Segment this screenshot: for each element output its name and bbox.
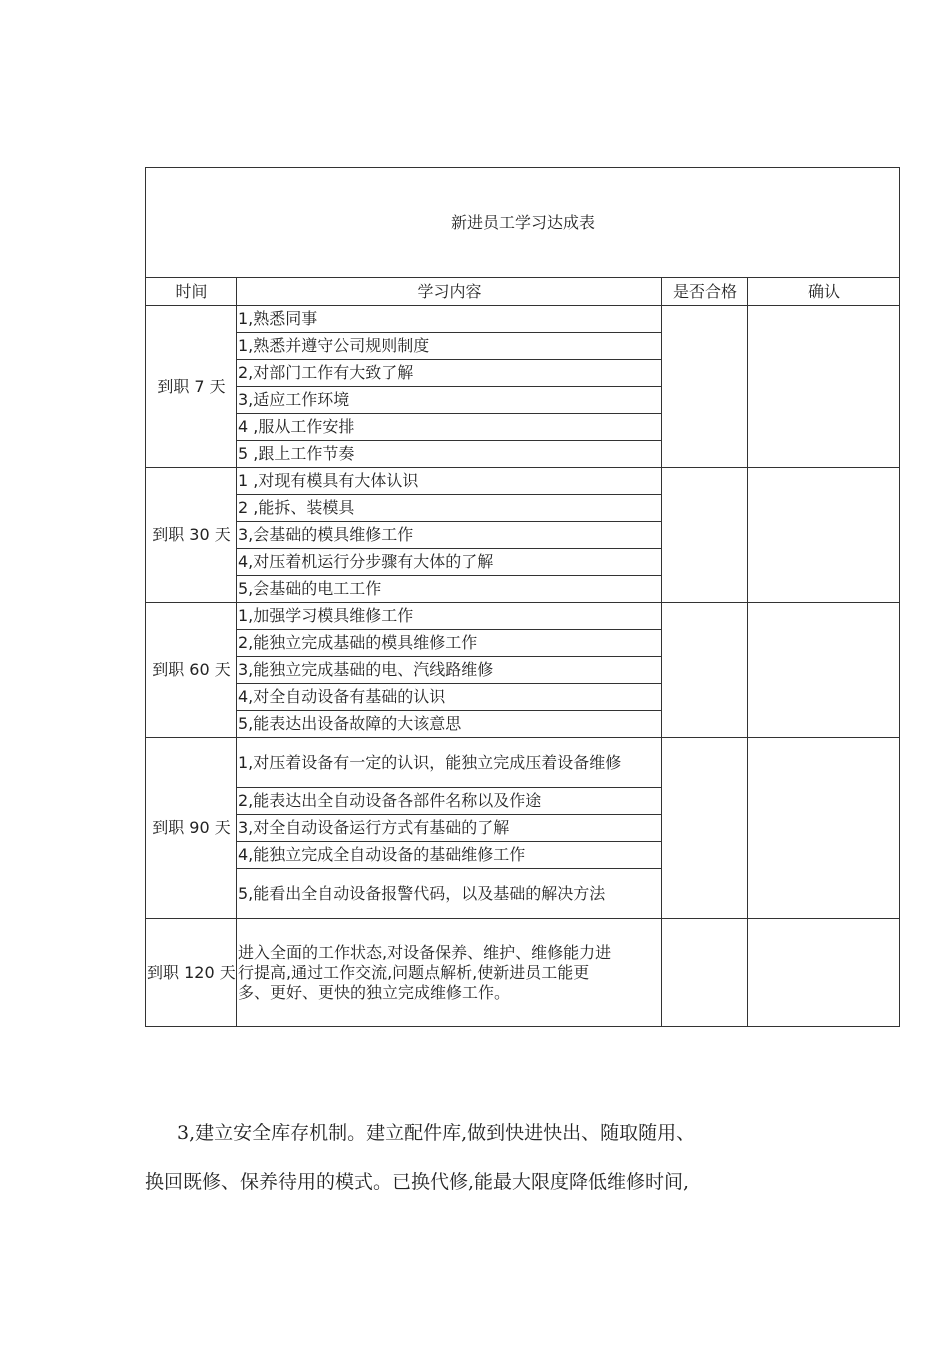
learning-item: 4 ,服从工作安排 (237, 414, 662, 441)
header-confirm: 确认 (748, 278, 900, 306)
learning-item: 5 ,跟上工作节奏 (237, 441, 662, 468)
table-title: 新进员工学习达成表 (146, 168, 900, 278)
learning-item: 4,对压着机运行分步骤有大体的了解 (237, 549, 662, 576)
learning-item: 1,熟悉并遵守公司规则制度 (237, 333, 662, 360)
confirm-cell[interactable] (748, 919, 900, 1027)
confirm-cell[interactable] (748, 738, 900, 919)
confirm-cell[interactable] (748, 603, 900, 738)
learning-item: 3,会基础的模具维修工作 (237, 522, 662, 549)
period-60-days: 到职 60 天 (146, 603, 237, 738)
learning-item: 3,能独立完成基础的电、汽线路维修 (237, 657, 662, 684)
period-90-days: 到职 90 天 (146, 738, 237, 919)
body-paragraph-line-1: 3,建立安全库存机制。建立配件库,做到快进快出、随取随用、 (177, 1122, 696, 1144)
learning-item: 4,能独立完成全自动设备的基础维修工作 (237, 842, 662, 869)
period-120-days: 到职 120 天 (146, 919, 237, 1027)
pass-cell[interactable] (662, 738, 748, 919)
learning-item: 4,对全自动设备有基础的认识 (237, 684, 662, 711)
confirm-cell[interactable] (748, 468, 900, 603)
learning-item: 5,会基础的电工工作 (237, 576, 662, 603)
pass-cell[interactable] (662, 603, 748, 738)
learning-item: 5,能表达出设备故障的大该意思 (237, 711, 662, 738)
learning-item: 2 ,能拆、装模具 (237, 495, 662, 522)
learning-item: 1,对压着设备有一定的认识，能独立完成压着设备维修 (237, 738, 662, 788)
learning-item: 1,熟悉同事 (237, 306, 662, 333)
learning-item: 1,加强学习模具维修工作 (237, 603, 662, 630)
pass-cell[interactable] (662, 468, 748, 603)
period-30-days: 到职 30 天 (146, 468, 237, 603)
learning-description: 进入全面的工作状态,对设备保养、维护、维修能力进行提高,通过工作交流,问题点解析,使新进员工能更多、更好、更快的独立完成维修工作。 (237, 919, 662, 1027)
period-7-days: 到职 7 天 (146, 306, 237, 468)
learning-item: 3,对全自动设备运行方式有基础的了解 (237, 815, 662, 842)
learning-item: 5,能看出全自动设备报警代码，以及基础的解决方法 (237, 869, 662, 919)
learning-item: 2,能表达出全自动设备各部件名称以及作途 (237, 788, 662, 815)
body-paragraph-line-2: 换回既修、保养待用的模式。已换代修,能最大限度降低维修时间, (145, 1171, 690, 1193)
header-time: 时间 (146, 278, 237, 306)
header-content: 学习内容 (237, 278, 662, 306)
learning-item: 3,适应工作环境 (237, 387, 662, 414)
pass-cell[interactable] (662, 306, 748, 468)
pass-cell[interactable] (662, 919, 748, 1027)
learning-achievement-table (145, 167, 900, 1027)
header-pass: 是否合格 (662, 278, 748, 306)
confirm-cell[interactable] (748, 306, 900, 468)
learning-item: 2,对部门工作有大致了解 (237, 360, 662, 387)
learning-item: 2,能独立完成基础的模具维修工作 (237, 630, 662, 657)
learning-item: 1 ,对现有模具有大体认识 (237, 468, 662, 495)
